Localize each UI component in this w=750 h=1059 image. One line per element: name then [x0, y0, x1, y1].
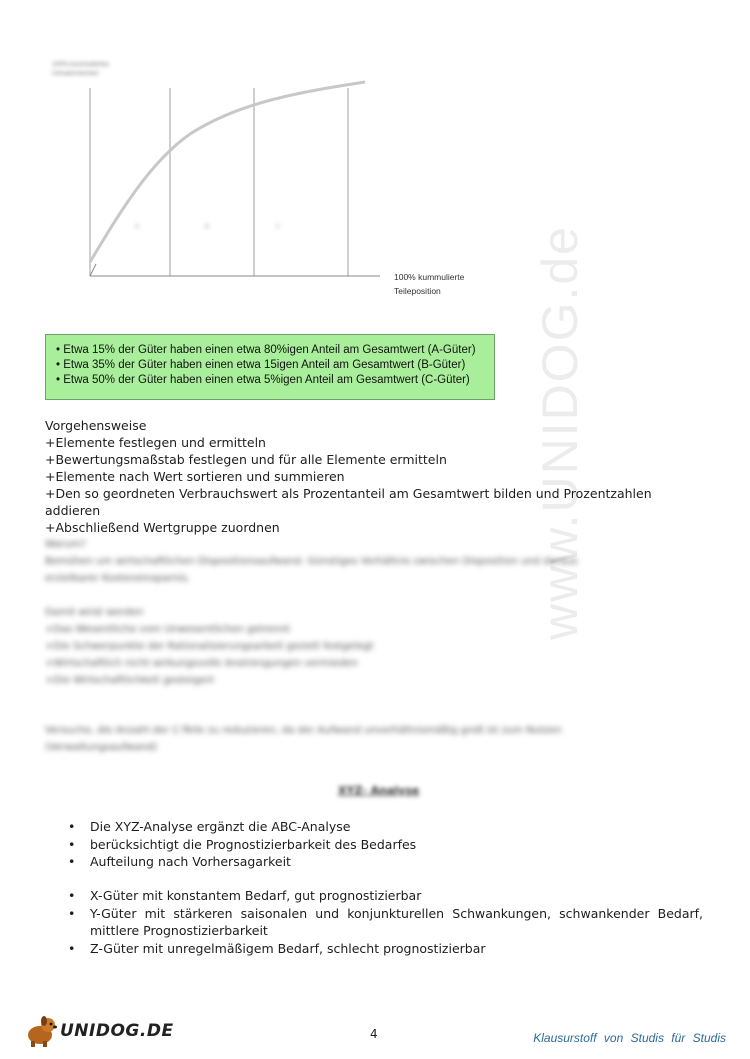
page-number: 4: [370, 1027, 378, 1041]
dog-icon: [22, 1013, 62, 1049]
list-item: • X-Güter mit konstantem Bedarf, gut prognostizierbar: [68, 887, 703, 905]
abc-curve-chart: [40, 52, 520, 302]
chart-xlabel-1: 100% kummulierte: [394, 272, 465, 282]
why-title: Warum?: [45, 539, 86, 550]
zone-label-c: C: [276, 224, 281, 230]
list-item: • Y-Güter mit stärkeren saisonalen und konjunkturellen Schwankungen, schwankender Bedarf, mittlere Prognostizierbarkeit: [68, 905, 703, 940]
result-line: +Die Schwerpunkte der Rationalisierungsarbeit gezielt festgelegt: [45, 641, 374, 652]
abc-summary-c: • Etwa 50% der Güter haben einen etwa 5%igen Anteil am Gesamtwert (C-Güter): [56, 373, 494, 388]
list-item: • Die XYZ-Analyse ergänzt die ABC-Analyse: [68, 818, 703, 836]
footer-slogan: Klausurstoff von Studis für Studis: [533, 1031, 726, 1045]
attempt-text-1: Versuche, die Anzahl der C-Teile zu reduzieren, da der Aufwand unverhältnismäßig groß ist zum Nutzen: [45, 725, 562, 736]
procedure-step: +Elemente festlegen und ermitteln: [45, 435, 266, 450]
procedure-step: +Den so geordneten Verbrauchswert als Prozentanteil am Gesamtwert bilden und Prozentzahlen addieren: [45, 486, 652, 518]
procedure-section: [45, 417, 705, 536]
list-item: • Aufteilung nach Vorhersagarkeit: [68, 853, 703, 871]
abc-summary-box: [45, 334, 495, 400]
list-item: • berücksichtigt die Prognostizierbarkeit des Bedarfes: [68, 836, 703, 854]
procedure-step: +Elemente nach Wert sortieren und summieren: [45, 469, 345, 484]
procedure-step: +Abschließend Wertgruppe zuordnen: [45, 520, 280, 535]
why-text-1: Bemühen um wirtschaftlichen Dispositionsaufwand. Günstiges Verhältnis zwischen Disposition und daraus: [45, 556, 578, 567]
chart-xlabel-2: Teileposition: [394, 286, 441, 296]
unidog-logo[interactable]: [22, 1013, 174, 1049]
result-line: +Das Wesentliche vom Unwesentlichen getrennt: [45, 624, 291, 635]
abc-curve-svg: [40, 52, 520, 302]
procedure-step: +Bewertungsmaßstab festlegen und für alle Elemente ermitteln: [45, 452, 447, 467]
xyz-heading: XYZ- Analyse: [338, 784, 420, 797]
why-section: [45, 536, 665, 587]
result-section: [45, 604, 665, 689]
result-line: +Die Wirtschaftlichkeit gesteigert: [45, 675, 215, 686]
result-line: +Wirtschaftlich nicht wirkungsvolle Anstrengungen vermieden: [45, 658, 358, 669]
lorenz-curve: [90, 82, 365, 262]
result-title: Damit wird/ werden: [45, 607, 144, 618]
abc-summary-a: • Etwa 15% der Güter haben einen etwa 80%igen Anteil am Gesamtwert (A-Güter): [56, 343, 494, 358]
attempt-section: [45, 722, 665, 756]
attempt-text-2: (Verwaltungsaufwand): [45, 742, 158, 753]
xyz-intro-list: [68, 818, 703, 871]
chart-ylabel-1: 100% kummuliertes: [52, 61, 110, 68]
xyz-classes-list: [68, 887, 703, 957]
zone-label-a: A: [135, 224, 140, 230]
abc-summary-b: • Etwa 35% der Güter haben einen etwa 15igen Anteil am Gesamtwert (B-Güter): [56, 358, 494, 373]
why-text-2: erzielbarer Kosteneinsparnis.: [45, 573, 191, 584]
chart-ylabel-2: Umsatzvolumen: [52, 70, 99, 77]
procedure-title: Vorgehensweise: [45, 418, 147, 433]
logo-text: UNIDOG.DE: [60, 1021, 174, 1041]
watermark: www.UNIDOG.de: [532, 225, 588, 640]
zone-label-b: B: [205, 224, 210, 230]
list-item: • Z-Güter mit unregelmäßigem Bedarf, schlecht prognostizierbar: [68, 940, 703, 958]
